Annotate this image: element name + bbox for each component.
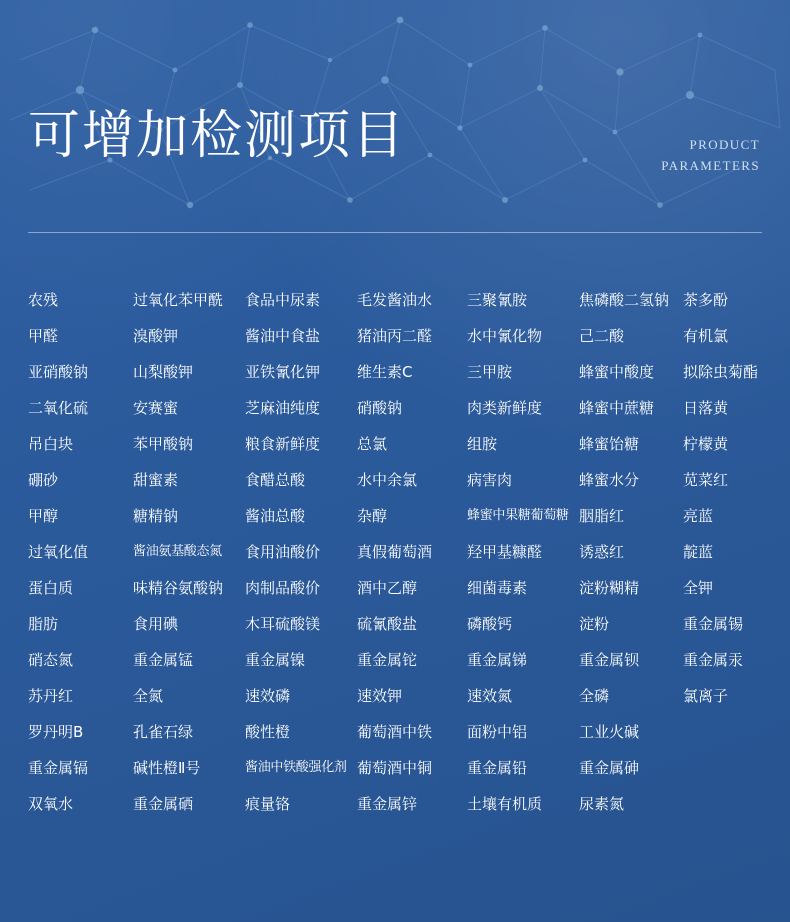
detection-item: 硼砂 bbox=[28, 471, 59, 489]
detection-item: 淀粉糊精 bbox=[579, 579, 640, 597]
detection-item: 水中氰化物 bbox=[467, 327, 543, 345]
detection-item: 三聚氰胺 bbox=[467, 291, 528, 309]
detection-item: 甜蜜素 bbox=[133, 471, 179, 489]
detection-item: 硫氰酸盐 bbox=[357, 615, 418, 633]
detection-item: 尿素氮 bbox=[579, 795, 625, 813]
grid-cell-empty bbox=[683, 750, 768, 786]
detection-item: 肉制品酸价 bbox=[245, 579, 321, 597]
detection-item: 全磷 bbox=[579, 687, 610, 705]
detection-item: 细菌毒素 bbox=[467, 579, 528, 597]
detection-item: 二氧化硫 bbox=[28, 399, 89, 417]
detection-item: 酱油中食盐 bbox=[245, 327, 321, 345]
detection-item: 肉类新鲜度 bbox=[467, 399, 543, 417]
detection-item: 脂肪 bbox=[28, 615, 59, 633]
detection-item: 溴酸钾 bbox=[133, 327, 179, 345]
detection-item: 重金属铅 bbox=[467, 759, 528, 777]
detection-item: 蜂蜜中酸度 bbox=[579, 363, 655, 381]
detection-item: 双氧水 bbox=[28, 795, 74, 813]
detection-item: 面粉中铝 bbox=[467, 723, 528, 741]
detection-item: 毛发酱油水 bbox=[357, 291, 433, 309]
detection-item: 农残 bbox=[28, 291, 59, 309]
detection-item: 苏丹红 bbox=[28, 687, 74, 705]
detection-item: 日落黄 bbox=[683, 399, 729, 417]
detection-item: 苋菜红 bbox=[683, 471, 729, 489]
detection-item: 酱油总酸 bbox=[245, 507, 306, 525]
page-subtitle bbox=[661, 134, 760, 177]
detection-item: 拟除虫菊酯 bbox=[683, 363, 759, 381]
detection-item: 靛蓝 bbox=[683, 543, 714, 561]
detection-item: 柠檬黄 bbox=[683, 435, 729, 453]
subtitle-line-1: PRODUCT bbox=[689, 137, 760, 152]
detection-item: 甲醛 bbox=[28, 327, 59, 345]
detection-item: 安赛蜜 bbox=[133, 399, 179, 417]
detection-item: 食用碘 bbox=[133, 615, 179, 633]
detection-item: 蛋白质 bbox=[28, 579, 74, 597]
detection-item: 组胺 bbox=[467, 435, 498, 453]
detection-item: 亚硝酸钠 bbox=[28, 363, 89, 381]
detection-item: 食用油酸价 bbox=[245, 543, 321, 561]
detection-item: 痕量铬 bbox=[245, 795, 291, 813]
detection-item: 蜂蜜中果糖葡萄糖 bbox=[467, 508, 569, 523]
detection-item: 酸性橙 bbox=[245, 723, 291, 741]
detection-item: 全氮 bbox=[133, 687, 164, 705]
detection-item: 重金属锑 bbox=[467, 651, 528, 669]
detection-item: 硝酸钠 bbox=[357, 399, 403, 417]
detection-item: 重金属汞 bbox=[683, 651, 744, 669]
subtitle-line-2: PARAMETERS bbox=[661, 158, 760, 174]
page-header bbox=[28, 100, 762, 230]
detection-item: 淀粉 bbox=[579, 615, 610, 633]
detection-item: 苯甲酸钠 bbox=[133, 435, 194, 453]
detection-item: 重金属锰 bbox=[133, 651, 194, 669]
detection-item: 葡萄酒中铜 bbox=[357, 759, 433, 777]
detection-item: 蜂蜜饴糖 bbox=[579, 435, 640, 453]
detection-item: 己二酸 bbox=[579, 327, 625, 345]
detection-item: 羟甲基糠醛 bbox=[467, 543, 543, 561]
detection-item: 水中余氯 bbox=[357, 471, 418, 489]
grid-cell-empty bbox=[683, 786, 768, 822]
page-title: 可增加检测项目 bbox=[28, 106, 407, 166]
detection-item: 硝态氮 bbox=[28, 651, 74, 669]
detection-items-grid bbox=[28, 282, 768, 822]
detection-item: 诱惑红 bbox=[579, 543, 625, 561]
detection-item: 有机氯 bbox=[683, 327, 729, 345]
detection-item: 味精谷氨酸钠 bbox=[133, 579, 224, 597]
detection-item: 孔雀石绿 bbox=[133, 723, 194, 741]
detection-item: 速效钾 bbox=[357, 687, 403, 705]
detection-item: 重金属钡 bbox=[579, 651, 640, 669]
detection-item: 食品中尿素 bbox=[245, 291, 321, 309]
detection-item: 过氧化值 bbox=[28, 543, 89, 561]
detection-item: 葡萄酒中铁 bbox=[357, 723, 433, 741]
detection-item: 猪油丙二醛 bbox=[357, 327, 433, 345]
detection-item: 速效磷 bbox=[245, 687, 291, 705]
detection-item: 碱性橙Ⅱ号 bbox=[133, 759, 201, 777]
detection-item: 重金属锡 bbox=[683, 615, 744, 633]
detection-item: 酱油中铁酸强化剂 bbox=[245, 760, 347, 775]
detection-item: 维生素C bbox=[357, 363, 413, 381]
detection-item: 过氧化苯甲酰 bbox=[133, 291, 224, 309]
detection-item: 吊白块 bbox=[28, 435, 74, 453]
detection-item: 病害肉 bbox=[467, 471, 513, 489]
detection-item: 糖精钠 bbox=[133, 507, 179, 525]
detection-item: 工业火碱 bbox=[579, 723, 640, 741]
detection-item: 重金属镉 bbox=[28, 759, 89, 777]
detection-item: 重金属镍 bbox=[245, 651, 306, 669]
detection-item: 重金属锌 bbox=[357, 795, 418, 813]
detection-item: 土壤有机质 bbox=[467, 795, 543, 813]
detection-item: 蜂蜜水分 bbox=[579, 471, 640, 489]
grid-cell-empty bbox=[683, 714, 768, 750]
detection-item: 磷酸钙 bbox=[467, 615, 513, 633]
detection-item: 罗丹明B bbox=[28, 723, 84, 741]
detection-item: 山梨酸钾 bbox=[133, 363, 194, 381]
detection-item: 酱油氨基酸态氮 bbox=[133, 544, 222, 559]
detection-item: 总氯 bbox=[357, 435, 388, 453]
detection-item: 真假葡萄酒 bbox=[357, 543, 433, 561]
detection-item: 芝麻油纯度 bbox=[245, 399, 321, 417]
detection-item: 蜂蜜中蔗糖 bbox=[579, 399, 655, 417]
detection-item: 食醋总酸 bbox=[245, 471, 306, 489]
detection-item: 杂醇 bbox=[357, 507, 388, 525]
detection-item: 粮食新鲜度 bbox=[245, 435, 321, 453]
header-divider bbox=[28, 232, 762, 233]
detection-item: 亚铁氰化钾 bbox=[245, 363, 321, 381]
detection-item: 茶多酚 bbox=[683, 291, 729, 309]
detection-item: 重金属砷 bbox=[579, 759, 640, 777]
detection-item: 重金属硒 bbox=[133, 795, 194, 813]
detection-item: 氯离子 bbox=[683, 687, 729, 705]
detection-item: 三甲胺 bbox=[467, 363, 513, 381]
detection-item: 全钾 bbox=[683, 579, 714, 597]
detection-item: 胭脂红 bbox=[579, 507, 625, 525]
detection-item: 重金属铊 bbox=[357, 651, 418, 669]
detection-item: 木耳硫酸镁 bbox=[245, 615, 321, 633]
detection-item: 速效氮 bbox=[467, 687, 513, 705]
detection-item: 甲醇 bbox=[28, 507, 59, 525]
detection-item: 酒中乙醇 bbox=[357, 579, 418, 597]
detection-item: 焦磷酸二氢钠 bbox=[579, 291, 670, 309]
detection-item: 亮蓝 bbox=[683, 507, 714, 525]
